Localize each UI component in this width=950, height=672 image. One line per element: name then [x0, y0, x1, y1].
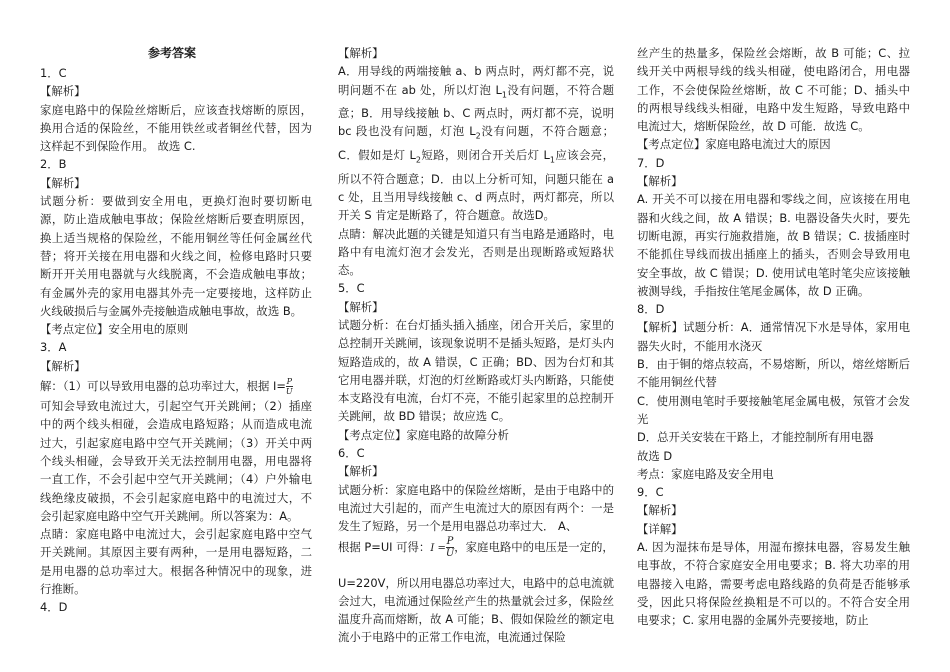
- paragraph: U=220V，所以用电器总功率过大，电路中的总电流就会过大，电流通过保险丝产生的热量就会过多，保险丝温度升高而熔断，故 A 可能；B、假如保险丝的额定电流小于电路中的正常工作电流，电流通过保险: [338, 575, 614, 645]
- paragraph: 可知会导致电流过大，引起空气开关跳闸；（2）插座中的两个线头相碰，会造成电路短路；从而造成电流过大，引起家庭电路中空气开关跳闸；（3）开关中两个线头相碰，会导致开关无法控制用电器，用电器将一直工作，不会引起中空气开关跳闸；（4）户外输电线绝缘皮破损，不会引起家庭电路中的电流过大，不会引起家庭电路中空气开关跳闸。所以答案为：A。: [40, 399, 312, 523]
- paragraph: 6．C: [338, 446, 365, 461]
- column-1: [40, 44, 312, 617]
- paragraph: [338, 62, 614, 224]
- paragraph: 【解析】: [40, 84, 86, 99]
- paragraph: 8．D: [637, 302, 665, 317]
- paragraph: 【详解】: [637, 521, 683, 536]
- paragraph: 【解析】: [637, 503, 683, 518]
- subscript: 2: [415, 155, 421, 165]
- column-3: [637, 44, 910, 630]
- formula-paragraph: [338, 536, 614, 560]
- text-run: 短路，则闭合开关后灯 L: [420, 148, 550, 163]
- paragraph: 4．D: [40, 600, 68, 615]
- paragraph: 试题分析：家庭电路中的保险丝熔断，是由于电路中的电流过大引起的，而产生电流过大的原因有两个：一是发生了短路，另一个是用电器总功率过大． A、: [338, 482, 614, 534]
- paragraph: 【考点定位】家庭电路电流过大的原因: [637, 137, 831, 152]
- paragraph: 【解析】试题分析：A．通常情况下水是导体，家用电器失火时，不能用水浇灭: [637, 320, 910, 353]
- formula-paragraph: [40, 375, 312, 397]
- paragraph: A. 因为湿抹布是导体，用湿布擦抹电器，容易发生触电事故，不符合家庭安全用电要求；B. 将大功率的用电器接入电路，需要考虑电路线路的负荷是否能够承受，因此只将保险丝换粗是不可以的。不符合安全用电要求；C. 家用电器的金属外壳要接地，防止: [637, 540, 910, 628]
- text-run: 没有问题，不符合题意；C．假如是灯 L: [338, 124, 614, 163]
- paragraph: 5．C: [338, 281, 365, 296]
- paragraph: 点睛：解决此题的关键是知道只有当电路是通路时，电路中有电流灯泡才会发光，否则是出现断路或短路状态。: [338, 226, 614, 278]
- paragraph: 试题分析：在台灯插头插入插座，闭合开关后，家里的总控制开关跳闸，该现象说明不是插头短路，是灯头内短路造成的，故 A 错误，C 正确；BD、因为台灯和其它用电器并联，灯泡的灯丝断路或灯头内断路，只能使本支路没有电流，台灯不亮，不能引起家里的总控制开关跳闸，故 BD 错误；故应选 C。: [338, 318, 614, 424]
- fraction-numerator: P: [446, 535, 454, 547]
- subscript: 1: [549, 155, 555, 165]
- paragraph: 故选 D: [637, 448, 673, 463]
- paragraph: 7．D: [637, 155, 665, 170]
- text-run: 应该会亮，所以不符合题意；D．由以上分析可知，问题只能在 ac 处，且当用导线接触 c、d 两点时，两灯都亮，所以开关 S 肯定是断路了，符合题意。故选D。: [338, 148, 614, 223]
- answer-title: 参考答案: [148, 46, 197, 60]
- fraction: [446, 536, 454, 559]
- paragraph: 【解析】: [338, 464, 384, 479]
- paragraph: 2．B: [40, 157, 67, 172]
- paragraph: 点睛：家庭电路中电流过大，会引起家庭电路中空气开关跳闸。其原因主要有两种，一是用电器短路，二是用电器的总功率过大。根据各种情况中的现象，进行推断。: [40, 527, 312, 597]
- fraction-numerator: P: [286, 377, 292, 387]
- paragraph: B．由于铜的熔点较高，不易熔断，所以，熔丝熔断后不能用铜丝代替: [637, 357, 910, 390]
- paragraph: 【解析】: [338, 299, 384, 314]
- subscript: 1: [501, 89, 507, 99]
- fraction-denominator: U: [445, 547, 455, 559]
- paragraph: C．使用测电笔时手要接触笔尾金属电极，氖管才会发光: [637, 393, 910, 426]
- paragraph: A. 开关不可以接在用电器和零线之间，应该接在用电器和火线之间，故 A 错误；B. 电器设备失火时，要先切断电源，再实行施救措施，故 B 错误；C. 拔插座时不能抓住导线而拔出插座上的插头，否则会导致用电安全事故，故 C 错误；D. 使用试电笔时笔尖应该接触被测导线，手指按住笔尾金属体，故 D 正确。: [637, 192, 910, 298]
- fraction-denominator: U: [285, 387, 293, 397]
- paragraph: 【解析】: [40, 175, 86, 190]
- formula-text: 解：（1）可以导致用电器的总功率过大，根据 I=: [40, 379, 286, 394]
- paragraph: 试题分析：要做到安全用电，更换灯泡时要切断电源，防止造成触电事故；保险丝熔断后要查明原因，换上适当规格的保险丝，不能用铜丝等任何金属丝代替；将开关接在用电器和火线之间，检修电路时只要断开开关用电器就与火线脱离，不会造成触电事故；有金属外壳的家用电器其外壳一定要接地，这样防止火线破损后与金属外壳接触造成触电事故，故选 B。: [40, 194, 312, 318]
- formula-text: 根据 P=UI 可得：: [338, 539, 431, 554]
- paragraph: 9．C: [637, 485, 664, 500]
- paragraph: 【解析】: [338, 46, 384, 60]
- text-run: A．用导线的两端接触 a、b 两点时，两灯都不亮，说明问题不在 ab 处，所以灯泡 L: [338, 64, 614, 97]
- text-run: 没有问题，不符合题意；B．用导线接触 b、C 两点时，两灯都不亮，说明 bc 段也没有问题，灯泡 L: [338, 82, 614, 139]
- paragraph: 丝产生的热量多，保险丝会熔断，故 B 可能；C、拉线开关中两根导线的线头相碰，使电路闭合，用电器工作，不会使保险丝熔断，故 C 不可能；D、插头中的两根导线线头相碰，电路中发生短路，导致电路中电流过大，熔断保险丝，故 D 可能．故选 C。: [637, 46, 910, 134]
- fraction: [286, 377, 293, 396]
- paragraph: D．总开关安装在干路上，才能控制所有用电器: [637, 430, 874, 445]
- paragraph: 【解析】: [40, 358, 86, 373]
- paragraph: 3．A: [40, 340, 67, 355]
- formula-lhs: I =: [430, 542, 446, 554]
- paragraph: 【考点定位】家庭电路的故障分析: [338, 427, 509, 442]
- formula-text: ，家庭电路中的电压是一定的，: [454, 539, 614, 554]
- paragraph: 【考点定位】安全用电的原则: [40, 322, 189, 337]
- subscript: 2: [475, 131, 481, 141]
- paragraph: 1．C: [40, 66, 67, 80]
- column-2: [338, 44, 614, 647]
- paragraph: 【解析】: [637, 174, 683, 189]
- paragraph: 考点：家庭电路及安全用电: [637, 466, 774, 481]
- paragraph: 家庭电路中的保险丝熔断后，应该查找熔断的原因，换用合适的保险丝，不能用铁丝或者铜丝代替，因为这样起不到保险作用。 故选 C.: [40, 102, 312, 154]
